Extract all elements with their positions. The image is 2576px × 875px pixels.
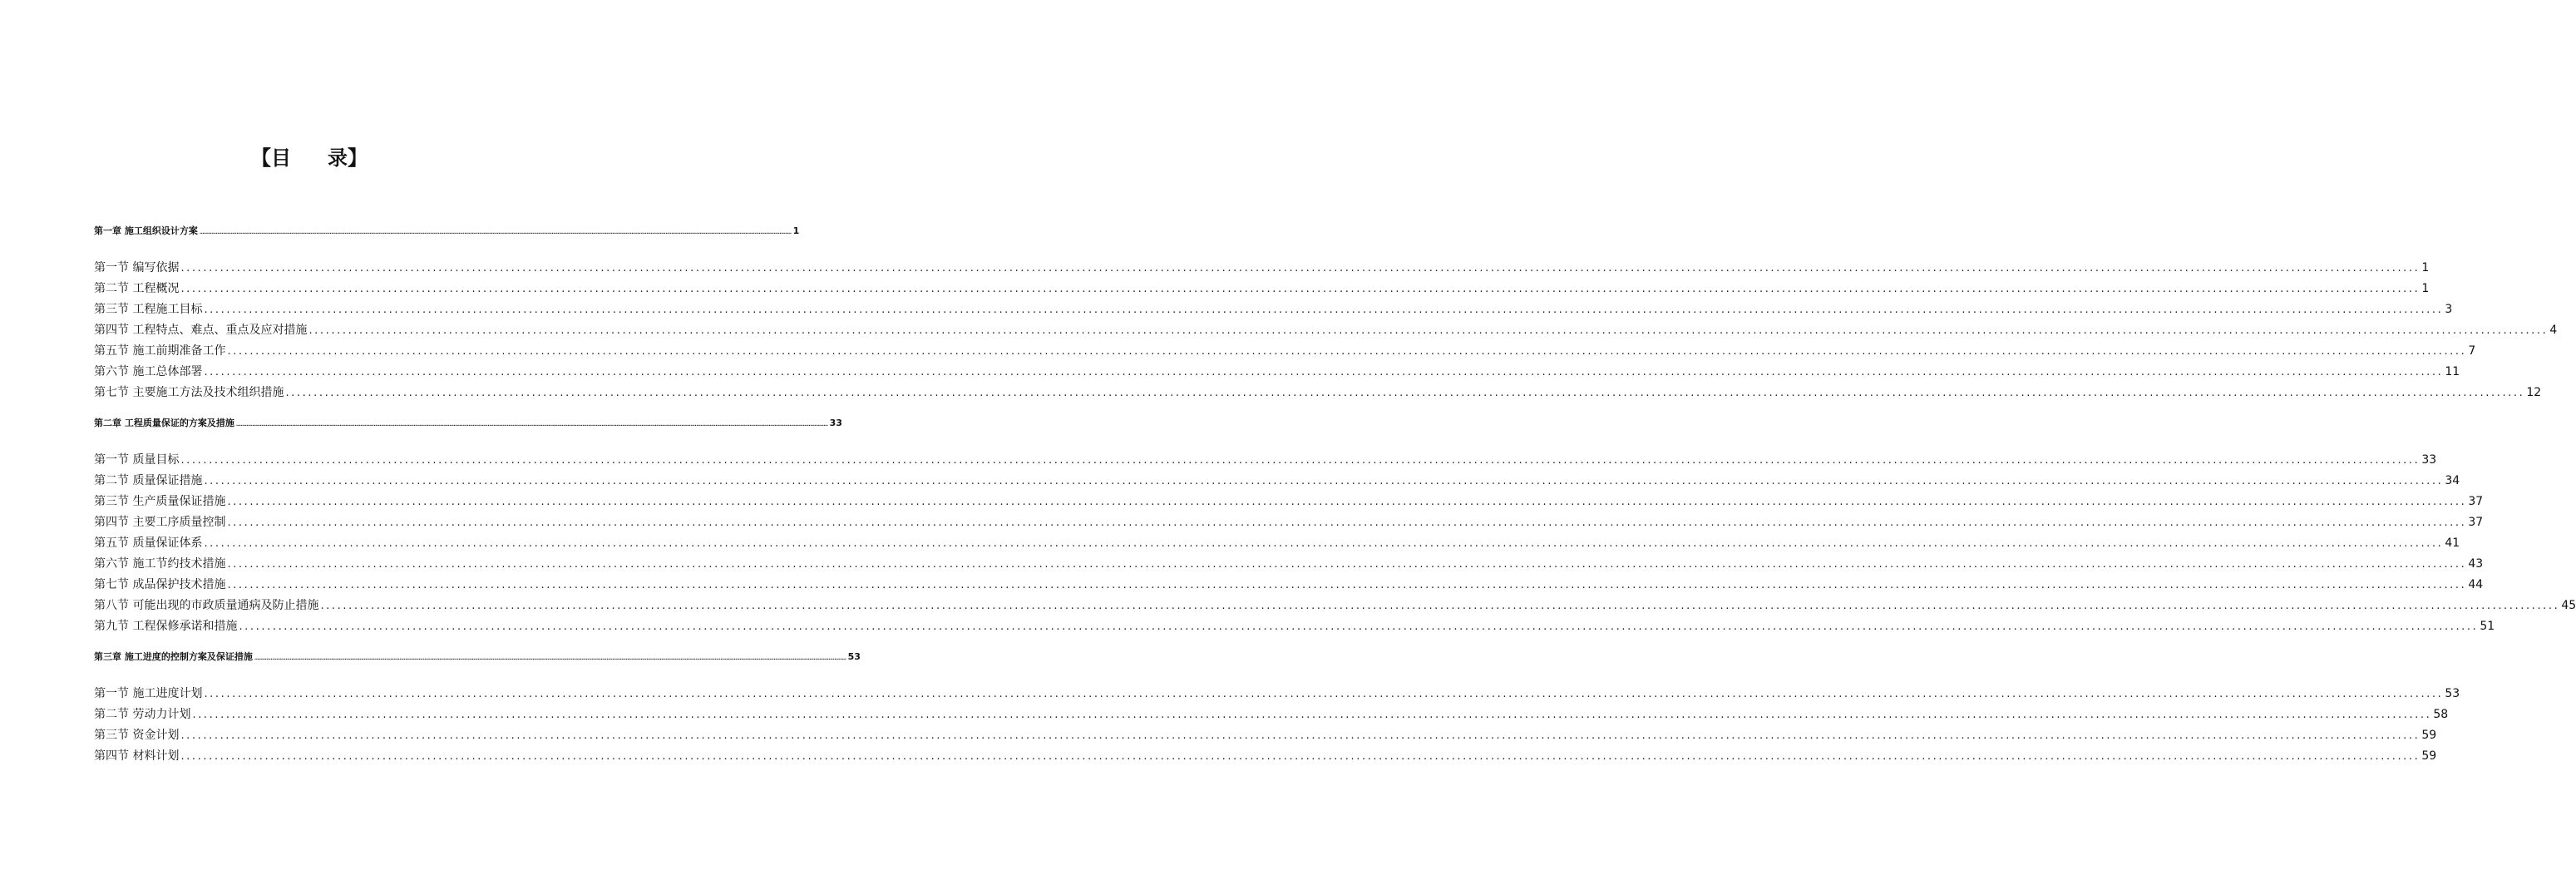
section-label: 第二节 质量保证措施 <box>94 474 203 487</box>
leader-dots: ................................................................................................................................................................................................................................................................................................................................................................................................................ <box>180 729 2421 742</box>
section-page-number: 11 <box>2445 365 2460 378</box>
leader-dots: ................................................................................................................................................................................................................................................................................................................................................................................................................ <box>204 688 2444 700</box>
section-page-number: 59 <box>2421 729 2437 742</box>
section-page-number: 44 <box>2468 578 2484 591</box>
chapter-page-number: 33 <box>829 418 842 428</box>
chapter-page-number: 53 <box>847 651 861 662</box>
section-label: 第四节 工程特点、难点、重点及应对措施 <box>94 324 308 337</box>
chapter-label: 第二章 工程质量保证的方案及措施 <box>94 418 234 428</box>
section-row[interactable] <box>94 471 2460 492</box>
leader-dots: ................................................................................................................................................................................................................................................................................................................................................................................................................ <box>235 422 828 428</box>
section-label: 第四节 材料计划 <box>94 749 180 763</box>
section-label: 第二节 劳动力计划 <box>94 708 191 721</box>
section-row[interactable] <box>94 341 2476 362</box>
chapter-row[interactable] <box>94 647 861 667</box>
leader-dots: ................................................................................................................................................................................................................................................................................................................................................................................................................ <box>308 324 2549 337</box>
section-row[interactable] <box>94 279 2430 299</box>
section-label: 第六节 施工总体部署 <box>94 365 203 378</box>
leader-dots: ................................................................................................................................................................................................................................................................................................................................................................................................................ <box>204 366 2444 378</box>
leader-dots: ................................................................................................................................................................................................................................................................................................................................................................................................................ <box>227 517 2467 529</box>
leader-dots: ................................................................................................................................................................................................................................................................................................................................................................................................................ <box>204 304 2444 316</box>
section-row[interactable] <box>94 362 2460 383</box>
section-page-number: 4 <box>2549 324 2558 337</box>
section-row[interactable] <box>94 616 2495 637</box>
section-row[interactable] <box>94 299 2453 320</box>
section-label: 第一节 编写依据 <box>94 261 180 274</box>
section-row[interactable] <box>94 512 2484 533</box>
section-page-number: 12 <box>2526 386 2542 399</box>
section-page-number: 1 <box>2421 282 2430 295</box>
section-row[interactable] <box>94 575 2484 596</box>
section-page-number: 41 <box>2445 536 2460 550</box>
toc-title <box>0 143 619 173</box>
section-label: 第八节 可能出现的市政质量通病及防止措施 <box>94 599 319 612</box>
chapter-row[interactable] <box>94 413 842 433</box>
section-label: 第四节 主要工序质量控制 <box>94 516 226 529</box>
leader-dots: ................................................................................................................................................................................................................................................................................................................................................................................................................ <box>199 230 792 235</box>
section-page-number: 59 <box>2421 749 2437 763</box>
leader-dots: ................................................................................................................................................................................................................................................................................................................................................................................................................ <box>254 655 846 661</box>
section-row[interactable] <box>94 258 2430 279</box>
section-row[interactable] <box>94 704 2449 725</box>
section-row[interactable] <box>94 450 2437 471</box>
leader-dots: ................................................................................................................................................................................................................................................................................................................................................................................................................ <box>204 475 2444 487</box>
chapter-label: 第三章 施工进度的控制方案及保证措施 <box>94 651 253 662</box>
section-page-number: 3 <box>2445 303 2453 316</box>
section-page-number: 34 <box>2445 474 2460 487</box>
section-label: 第六节 施工节约技术措施 <box>94 557 226 571</box>
section-row[interactable] <box>94 746 2437 767</box>
section-page-number: 37 <box>2468 516 2484 529</box>
section-label: 第三节 资金计划 <box>94 729 180 742</box>
leader-dots: ................................................................................................................................................................................................................................................................................................................................................................................................................ <box>239 620 2479 633</box>
leader-dots: ................................................................................................................................................................................................................................................................................................................................................................................................................ <box>204 537 2444 550</box>
chapter-label: 第一章 施工组织设计方案 <box>94 225 198 236</box>
section-label: 第七节 成品保护技术措施 <box>94 578 226 591</box>
section-row[interactable] <box>94 492 2484 512</box>
leader-dots: ................................................................................................................................................................................................................................................................................................................................................................................................................ <box>285 387 2525 399</box>
chapter-row[interactable] <box>94 221 800 241</box>
section-row[interactable] <box>94 383 2542 403</box>
leader-dots: ................................................................................................................................................................................................................................................................................................................................................................................................................ <box>320 600 2560 612</box>
section-page-number: 1 <box>2421 261 2430 274</box>
leader-dots: ................................................................................................................................................................................................................................................................................................................................................................................................................ <box>192 709 2432 721</box>
section-page-number: 58 <box>2433 708 2449 721</box>
section-row[interactable] <box>94 533 2460 554</box>
leader-dots: ................................................................................................................................................................................................................................................................................................................................................................................................................ <box>227 345 2467 358</box>
section-row[interactable] <box>94 684 2460 704</box>
section-page-number: 37 <box>2468 495 2484 508</box>
chapter-page-number: 1 <box>792 225 800 236</box>
section-page-number: 43 <box>2468 557 2484 571</box>
toc-title-open: 【目 <box>251 146 291 170</box>
section-label: 第三节 生产质量保证措施 <box>94 495 226 508</box>
section-row[interactable] <box>94 596 2576 616</box>
leader-dots: ................................................................................................................................................................................................................................................................................................................................................................................................................ <box>180 283 2421 295</box>
section-page-number: 7 <box>2468 344 2476 358</box>
section-row[interactable] <box>94 320 2558 341</box>
leader-dots: ................................................................................................................................................................................................................................................................................................................................................................................................................ <box>227 558 2467 571</box>
leader-dots: ................................................................................................................................................................................................................................................................................................................................................................................................................ <box>180 262 2421 274</box>
section-page-number: 33 <box>2421 453 2437 467</box>
leader-dots: ................................................................................................................................................................................................................................................................................................................................................................................................................ <box>180 454 2421 467</box>
section-label: 第五节 施工前期准备工作 <box>94 344 226 358</box>
section-label: 第一节 施工进度计划 <box>94 687 203 700</box>
leader-dots: ................................................................................................................................................................................................................................................................................................................................................................................................................ <box>227 496 2467 508</box>
leader-dots: ................................................................................................................................................................................................................................................................................................................................................................................................................ <box>227 579 2467 591</box>
section-label: 第五节 质量保证体系 <box>94 536 203 550</box>
table-of-contents <box>94 221 2576 767</box>
section-page-number: 51 <box>2480 620 2495 633</box>
section-label: 第二节 工程概况 <box>94 282 180 295</box>
section-label: 第九节 工程保修承诺和措施 <box>94 620 238 633</box>
section-page-number: 45 <box>2561 599 2576 612</box>
section-label: 第一节 质量目标 <box>94 453 180 467</box>
section-label: 第七节 主要施工方法及技术组织措施 <box>94 386 284 399</box>
leader-dots: ................................................................................................................................................................................................................................................................................................................................................................................................................ <box>180 750 2421 763</box>
section-row[interactable] <box>94 725 2437 746</box>
section-row[interactable] <box>94 554 2484 575</box>
toc-title-close: 录】 <box>328 146 368 170</box>
section-page-number: 53 <box>2445 687 2460 700</box>
section-label: 第三节 工程施工目标 <box>94 303 203 316</box>
